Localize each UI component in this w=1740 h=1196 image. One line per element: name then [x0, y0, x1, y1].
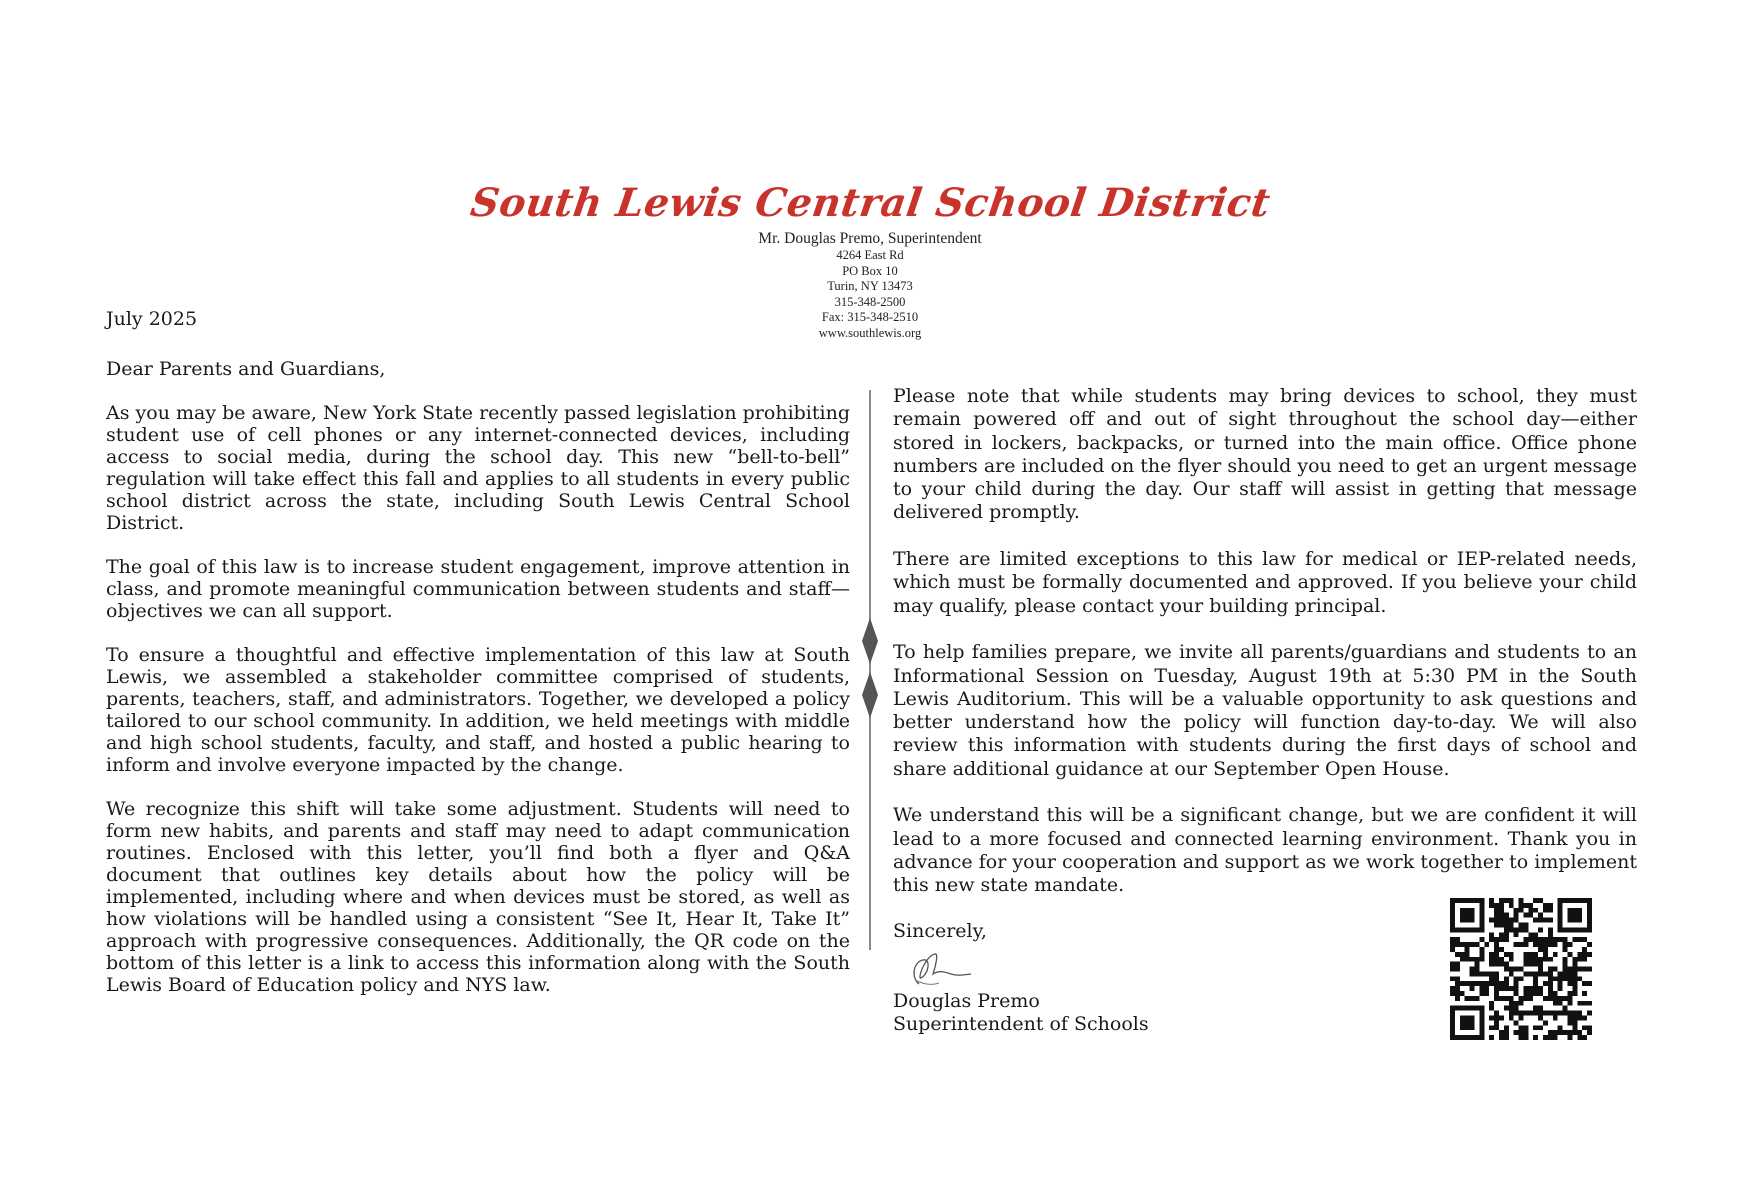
- column-divider: [869, 390, 871, 950]
- district-name: South Lewis Central School District: [467, 180, 1273, 226]
- left-column: [106, 358, 850, 1018]
- paragraph-info-session: To help families prepare, we invite all parents/guardians and students to an Informational Session on Tuesday, August 19th at 5:30 PM in the South Lewis Auditorium. This will be a valuable opportunity to ask questions and better understand how the policy will function day-to-day. We will also review this information with students during the first days of school and share additional guidance at our September Open House.: [893, 641, 1637, 780]
- paragraph-closing: We understand this will be a significant change, but we are confident it will lead to a more focused and connected learning environment. Thank you in advance for your cooperation and support as we work together to implement this new state mandate.: [893, 804, 1637, 897]
- letter-date: July 2025: [106, 308, 198, 330]
- address-street: 4264 East Rd: [836, 248, 904, 262]
- paragraph-exceptions: There are limited exceptions to this law for medical or IEP-related needs, which must be formally documented and approved. If you believe your child may qualify, please contact your building principal.: [893, 548, 1637, 617]
- paragraph-goal: The goal of this law is to increase student engagement, improve attention in class, and promote meaningful communication between students and staff—objectives we can all support.: [106, 556, 850, 622]
- salutation: Dear Parents and Guardians,: [106, 358, 386, 380]
- qr-code-icon[interactable]: [1450, 898, 1592, 1040]
- paragraph-committee: To ensure a thoughtful and effective implementation of this law at South Lewis, we assembled a stakeholder committee comprised of students, parents, teachers, staff, and administrators. Together, we developed a policy tailored to our school community. In addition, we held meetings with middle and high school students, faculty, and staff, and hosted a public hearing to inform and involve everyone impacted by the change.: [106, 644, 850, 776]
- divider-diamond-lower: [862, 672, 878, 718]
- paragraph-adjustment: We recognize this shift will take some adjustment. Students will need to form new habits, and parents and staff may need to adapt communication routines. Enclosed with this letter, you’ll find both a flyer and Q&A document that outlines key details about how the policy will be implemented, including where and when devices must be stored, as well as how violations will be handled using a consistent “See It, Hear It, Take It” approach with progressive consequences. Additionally, the QR code on the bottom of this letter is a link to access this information along with the South Lewis Board of Education policy and NYS law.: [106, 798, 850, 996]
- address-fax: Fax: 315-348-2510: [821, 310, 919, 324]
- superintendent-line: Mr. Douglas Premo, Superintendent: [758, 230, 982, 247]
- paragraph-legislation: As you may be aware, New York State recently passed legislation prohibiting student use of cell phones or any internet-connected devices, including access to social media, during the school day. This new “bell-to-bell” regulation will take effect this fall and applies to all students in every public school district across the state, including South Lewis Central School District.: [106, 402, 850, 534]
- address-website: www.southlewis.org: [818, 325, 922, 340]
- letterhead: [0, 180, 1740, 341]
- right-column: [893, 385, 1637, 921]
- paragraph-devices: Please note that while students may bring devices to school, they must remain powered off and out of sight throughout the school day—either stored in lockers, backpacks, or turned into the main office. Office phone numbers are included on the flyer should you need to get an urgent message to your child during the day. Our staff will assist in getting that message delivered promptly.: [893, 385, 1637, 524]
- signer-name: Douglas Premo: [893, 990, 1040, 1012]
- address-po-box: PO Box 10: [842, 263, 898, 278]
- address-city: Turin, NY 13473: [827, 279, 913, 293]
- address-phone: 315-348-2500: [834, 294, 906, 309]
- closing: Sincerely,: [893, 920, 987, 942]
- signer-title: Superintendent of Schools: [893, 1013, 1149, 1035]
- divider-diamond-upper: [862, 618, 878, 664]
- signature-icon: [905, 950, 975, 992]
